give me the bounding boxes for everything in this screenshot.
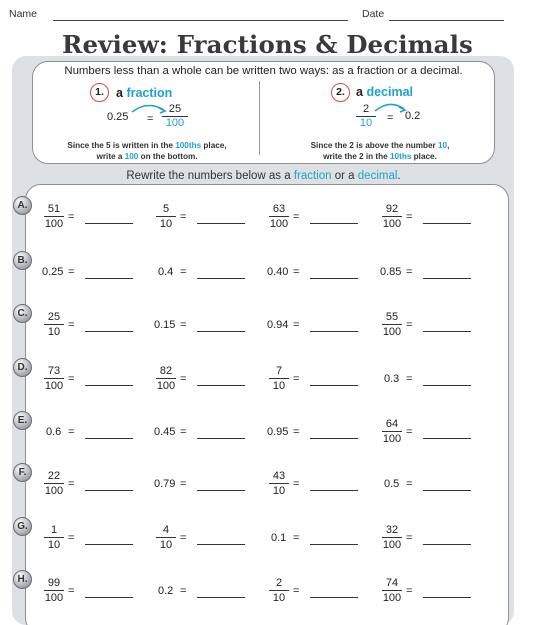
fraction-bar <box>269 378 289 379</box>
answer-blank[interactable] <box>85 490 133 491</box>
denominator: 100 <box>382 433 402 445</box>
way1-note-highlight: 100ths <box>175 141 202 150</box>
answer-blank[interactable] <box>197 438 245 439</box>
answer-blank[interactable] <box>310 544 358 545</box>
equals-sign: = <box>406 211 413 223</box>
answer-blank[interactable] <box>423 223 471 224</box>
decimal-value: 0.4 <box>158 266 174 278</box>
row-label-badge: G. <box>13 517 32 536</box>
decimal-value: 0.15 <box>154 319 176 331</box>
instruction-decimal: decimal <box>357 170 398 182</box>
fraction <box>268 364 290 393</box>
row-label-badge: A. <box>13 196 32 215</box>
equals-sign: = <box>68 532 75 544</box>
denominator: 10 <box>47 539 61 551</box>
numerator: 82 <box>159 365 173 377</box>
way1-numerator: 25 <box>168 103 182 115</box>
equals-sign: = <box>180 532 187 544</box>
fraction <box>43 523 65 552</box>
numerator: 74 <box>385 577 399 589</box>
fraction <box>155 202 177 231</box>
answer-blank[interactable] <box>85 597 133 598</box>
decimal-value: 0.3 <box>384 373 400 385</box>
instruction-text: . <box>397 170 401 182</box>
denominator: 100 <box>44 485 64 497</box>
fraction <box>268 576 290 605</box>
decimal-value: 0.6 <box>46 426 62 438</box>
fraction-bar <box>44 590 64 591</box>
way1-number-badge: 1. <box>90 83 109 102</box>
equals-sign: = <box>406 478 413 490</box>
equals-sign: = <box>180 373 187 385</box>
fraction-bar <box>156 216 176 217</box>
denominator: 100 <box>44 218 64 230</box>
answer-blank[interactable] <box>423 544 471 545</box>
fraction-bar <box>44 324 64 325</box>
fraction <box>43 469 65 498</box>
way1-label <box>116 86 172 100</box>
answer-blank[interactable] <box>423 385 471 386</box>
fraction <box>268 469 290 498</box>
fraction-bar <box>44 483 64 484</box>
fraction-bar <box>156 378 176 379</box>
equals-sign: = <box>68 319 75 331</box>
equals-sign: = <box>180 426 187 438</box>
equals-sign: = <box>68 266 75 278</box>
decimal-value: 0.2 <box>158 585 174 597</box>
answer-blank[interactable] <box>423 438 471 439</box>
way2-equals: = <box>387 112 394 124</box>
denominator: 10 <box>47 326 61 338</box>
equals-sign: = <box>293 319 300 331</box>
answer-blank[interactable] <box>197 331 245 332</box>
row-label-badge: C. <box>13 304 32 323</box>
fraction-bar <box>44 216 64 217</box>
equals-sign: = <box>406 319 413 331</box>
answer-blank[interactable] <box>310 278 358 279</box>
denominator: 100 <box>44 380 64 392</box>
equals-sign: = <box>293 478 300 490</box>
way1-prefix: a <box>116 86 127 100</box>
decimal-value: 0.5 <box>384 478 400 490</box>
row-label-badge: F. <box>13 463 32 482</box>
date-label: Date <box>362 8 385 20</box>
answer-blank[interactable] <box>310 438 358 439</box>
equals-sign: = <box>68 211 75 223</box>
numerator: 92 <box>385 203 399 215</box>
equals-sign: = <box>293 266 300 278</box>
answer-blank[interactable] <box>197 385 245 386</box>
fraction-bar <box>44 378 64 379</box>
way2-word: decimal <box>366 85 413 99</box>
decimal-value: 0.45 <box>154 426 176 438</box>
decimal-value: 0.40 <box>267 266 289 278</box>
way2-note-highlight: 10ths <box>390 152 412 161</box>
fraction <box>43 576 65 605</box>
fraction <box>155 523 177 552</box>
way2-note-text: Since the 2 is above the number <box>310 141 438 150</box>
answer-blank[interactable] <box>85 223 133 224</box>
answer-blank[interactable] <box>85 385 133 386</box>
way2-prefix: a <box>356 85 367 99</box>
decimal-value: 0.95 <box>267 426 289 438</box>
numerator: 55 <box>385 311 399 323</box>
fraction-bar <box>382 431 402 432</box>
fraction <box>381 417 403 446</box>
equals-sign: = <box>406 585 413 597</box>
answer-blank[interactable] <box>197 544 245 545</box>
instruction-text: or a <box>331 170 358 182</box>
denominator: 100 <box>156 380 176 392</box>
way1-note-text: place, <box>201 141 227 150</box>
denominator: 10 <box>159 539 173 551</box>
equals-sign: = <box>68 478 75 490</box>
decimal-value: 0.25 <box>42 266 64 278</box>
fraction-bar <box>269 216 289 217</box>
way2-note-text: place. <box>411 152 437 161</box>
exercise-box <box>25 184 509 625</box>
numerator: 99 <box>47 577 61 589</box>
name-label: Name <box>9 8 38 20</box>
review-divider <box>259 81 260 155</box>
numerator: 51 <box>47 203 61 215</box>
answer-blank[interactable] <box>423 597 471 598</box>
fraction-bar <box>44 537 64 538</box>
answer-blank[interactable] <box>310 490 358 491</box>
way2-note-text: , <box>447 141 450 150</box>
way2-number-badge: 2. <box>331 83 350 102</box>
way2-note <box>275 140 485 162</box>
row-label-badge: H. <box>13 570 32 589</box>
answer-blank[interactable] <box>197 597 245 598</box>
row-label-badge: D. <box>13 358 32 377</box>
fraction-bar <box>382 590 402 591</box>
fraction-bar <box>382 324 402 325</box>
answer-blank[interactable] <box>85 278 133 279</box>
equals-sign: = <box>180 266 187 278</box>
answer-blank[interactable] <box>310 223 358 224</box>
answer-blank[interactable] <box>423 278 471 279</box>
way2-denominator: 10 <box>359 117 373 129</box>
row-label-badge: E. <box>13 411 32 430</box>
equals-sign: = <box>68 373 75 385</box>
equals-sign: = <box>406 532 413 544</box>
way2-note-highlight: 10 <box>438 141 448 150</box>
equals-sign: = <box>180 211 187 223</box>
denominator: 10 <box>159 218 173 230</box>
instruction-text: Rewrite the numbers below as a <box>126 170 294 182</box>
answer-blank[interactable] <box>85 544 133 545</box>
numerator: 43 <box>272 470 286 482</box>
review-intro: Numbers less than a whole can be written two ways: as a fraction or a decimal. <box>64 65 463 77</box>
answer-blank[interactable] <box>197 223 245 224</box>
answer-blank[interactable] <box>310 331 358 332</box>
fraction <box>43 310 65 339</box>
fraction <box>155 364 177 393</box>
way1-note-text: on the bottom. <box>138 152 198 161</box>
fraction-bar <box>382 537 402 538</box>
fraction <box>381 310 403 339</box>
fraction <box>381 576 403 605</box>
fraction-bar <box>382 216 402 217</box>
denominator: 10 <box>272 485 286 497</box>
way1-word: fraction <box>126 86 173 100</box>
way2-label <box>356 85 413 99</box>
denominator: 100 <box>382 539 402 551</box>
way1-decimal: 0.25 <box>107 111 129 123</box>
answer-blank[interactable] <box>197 490 245 491</box>
decimal-value: 0.79 <box>154 478 176 490</box>
way2-decimal: 0.2 <box>405 110 421 122</box>
numerator: 7 <box>275 365 283 377</box>
equals-sign: = <box>180 478 187 490</box>
fraction <box>381 202 403 231</box>
equals-sign: = <box>293 211 300 223</box>
answer-blank[interactable] <box>310 385 358 386</box>
equals-sign: = <box>406 373 413 385</box>
numerator: 25 <box>47 311 61 323</box>
answer-blank[interactable] <box>197 278 245 279</box>
answer-blank[interactable] <box>85 331 133 332</box>
instruction-fraction: fraction <box>293 170 332 182</box>
answer-blank[interactable] <box>85 438 133 439</box>
equals-sign: = <box>406 426 413 438</box>
way1-note <box>42 140 252 162</box>
denominator: 100 <box>382 218 402 230</box>
numerator: 22 <box>47 470 61 482</box>
equals-sign: = <box>293 532 300 544</box>
equals-sign: = <box>68 585 75 597</box>
denominator: 100 <box>382 326 402 338</box>
decimal-value: 0.85 <box>380 266 402 278</box>
numerator: 5 <box>162 203 170 215</box>
equals-sign: = <box>68 426 75 438</box>
way1-fraction <box>162 103 188 130</box>
equals-sign: = <box>180 585 187 597</box>
row-label-badge: B. <box>13 251 32 270</box>
way1-note-text: Since the 5 is written in the <box>67 141 176 150</box>
denominator: 100 <box>382 592 402 604</box>
denominator: 100 <box>44 592 64 604</box>
page-title: Review: Fractions & Decimals <box>62 30 473 59</box>
numerator: 4 <box>162 524 170 536</box>
fraction-bar <box>156 537 176 538</box>
answer-blank[interactable] <box>423 331 471 332</box>
numerator: 64 <box>385 418 399 430</box>
fraction-bar <box>269 590 289 591</box>
decimal-value: 0.1 <box>271 532 287 544</box>
answer-blank[interactable] <box>310 597 358 598</box>
equals-sign: = <box>180 319 187 331</box>
fraction <box>43 364 65 393</box>
denominator: 10 <box>272 380 286 392</box>
way1-note-text: write a <box>96 152 125 161</box>
fraction <box>268 202 290 231</box>
numerator: 2 <box>275 577 283 589</box>
numerator: 1 <box>50 524 58 536</box>
way1-note-highlight: 100 <box>124 152 139 161</box>
denominator: 100 <box>269 218 289 230</box>
fraction <box>43 202 65 231</box>
instructions <box>32 170 495 182</box>
answer-blank[interactable] <box>423 490 471 491</box>
equals-sign: = <box>293 373 300 385</box>
numerator: 32 <box>385 524 399 536</box>
decimal-value: 0.94 <box>267 319 289 331</box>
denominator: 10 <box>272 592 286 604</box>
numerator: 73 <box>47 365 61 377</box>
equals-sign: = <box>406 266 413 278</box>
way2-numerator: 2 <box>362 103 370 115</box>
fraction-bar <box>269 483 289 484</box>
way2-note-text: write the 2 in the <box>323 152 390 161</box>
way1-equals: = <box>147 113 154 125</box>
equals-sign: = <box>293 585 300 597</box>
fraction <box>381 523 403 552</box>
numerator: 63 <box>272 203 286 215</box>
equals-sign: = <box>293 426 300 438</box>
way1-denominator: 100 <box>165 117 185 129</box>
